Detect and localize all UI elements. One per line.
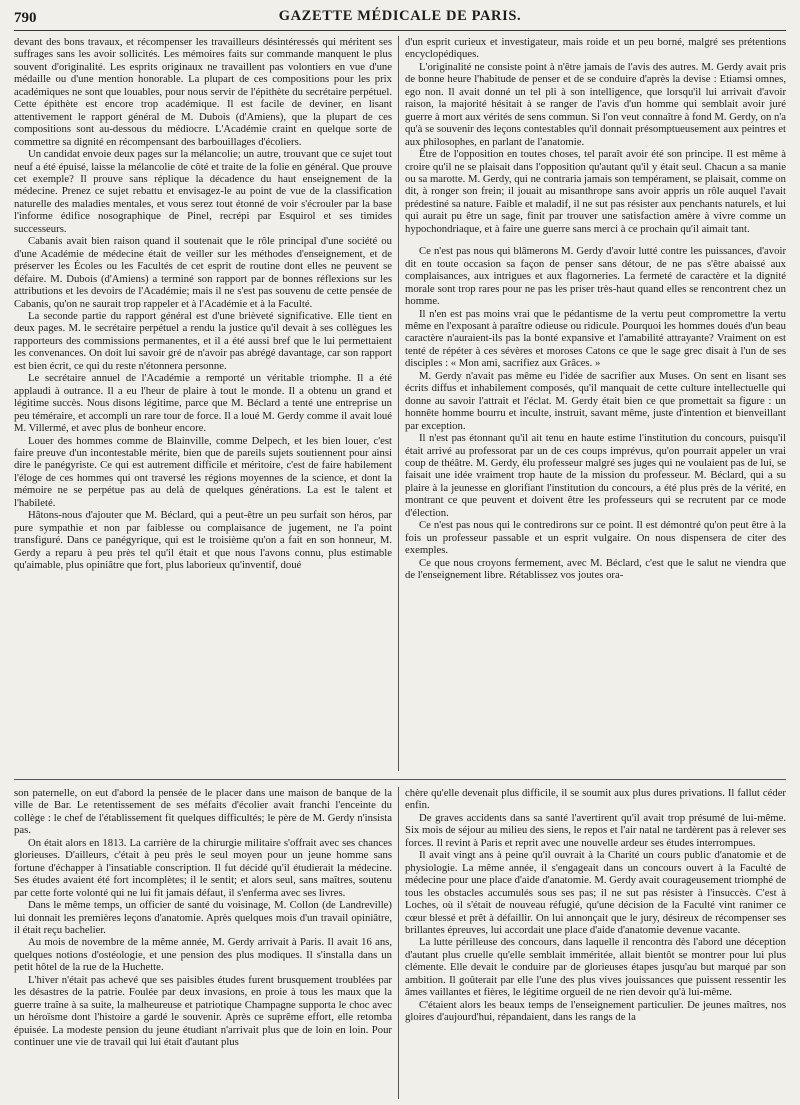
header-rule	[14, 30, 786, 31]
paragraph: Ce n'est pas nous qui le contredirons sur ce point. Il est démontré qu'on peut être à la fois un professeur passable et un esprit vulgaire. On nous dispensera de citer des exemples.	[405, 519, 786, 557]
paragraph: On était alors en 1813. La carrière de la chirurgie militaire s'offrait avec ses chances glorieuses. D'ailleurs, c'était à peu près le seul moyen pour un jeune homme sans fortune d'échapper à l'insatiable conscription. Il fut décidé qu'il étudierait la médecine. Ses études avaient été fort incomplètes; il le sentit; et alors seul, sans maîtres, soutenu par cette forte volonté qui ne lui fit jamais défaut, il s'enferma avec ses livres.	[14, 836, 392, 899]
column-top-right	[405, 36, 786, 771]
paragraph: Un candidat envoie deux pages sur la mélancolie; un autre, trouvant que ce sujet tout neuf a été épuisé, laisse la mélancolie de côté et traite de la folie en général. Que prouve cet exemple? Il prouve sans réplique la décadence du haut enseignement de la médecine. Prenez ce sujet rebattu et envisagez-le au point de vue de la classification naturelle des maladies mentales, et vous serez tout étonné de voir s'écrouler par la base l'informe édifice nosographique de Pinel, recrépi par Esquirol et ses timides successeurs.	[14, 148, 392, 235]
paragraph: C'étaient alors les beaux temps de l'enseignement particulier. De jeunes maîtres, nos gloires d'aujourd'hui, répandaient, dans les rangs de la	[405, 998, 786, 1024]
column-divider	[398, 36, 399, 771]
column-bottom-left	[14, 787, 392, 1099]
paragraph: Être de l'opposition en toutes choses, tel paraît avoir été son principe. Il est même à croire qu'il ne se plaisait dans l'opposition qu'autant qu'il y était seul. Chacun a sa manie ou sa marotte. M. Gerdy, qui ne contraria jamais son tempérament, se plaisait, comme on dit, à ronger son frein; il jouait au misanthrope sans avoir appris un rôle auquel l'avait prédestiné sa nature. Faible et maladif, il ne sut pas résister aux penchants naturels, et lui qui aurait pu être un sage, finit par trouver une satisfaction amère à vivre comme un hypochondriaque, et à faire une guerre sans merci à ce prochain qu'il aimait tant.	[405, 148, 786, 235]
paragraph: Dans le même temps, un officier de santé du voisinage, M. Collon (de Landreville) lui donnait les premières leçons d'anatomie. Après quelques mois d'un travail opiniâtre, il était reçu bachelier.	[14, 899, 392, 936]
paragraph: Au mois de novembre de la même année, M. Gerdy arrivait à Paris. Il avait 16 ans, quelques notions d'ostéologie, et une pension des plus modiques. Il s'installa dans un petit hôtel de la rue de la Huchette.	[14, 936, 392, 974]
paragraph: Ce que nous croyons fermement, avec M. Béclard, c'est que le salut ne viendra que de l'enseignement libre. Rétablissez vos joutes ora-	[405, 556, 786, 582]
paragraph: Ce n'est pas nous qui blâmerons M. Gerdy d'avoir lutté contre les puissances, d'avoir dit en toute occasion sa façon de penser sans détour, de ne pas s'être abaissé aux complaisances, aux intrigues et aux flagorneries. La fermeté de caractère et la dignité morale sont trop rares pour ne pas les priser très-haut quand elles se rencontrent chez un homme.	[405, 245, 786, 308]
paragraph: Il avait vingt ans à peine qu'il ouvrait à la Charité un cours public d'anatomie et de physiologie. La même année, il s'engageait dans un concours ouvert à la Faculté de médecine pour une place d'aide d'anatomie. M. Gerdy avait courageusement triomphé de tous les obstacles accumulés sous ses pas; il ne sut pas résister à l'insuccès. C'est à Loches, où il s'était de nouveau réfugié, qu'une décision de la Faculté vint ranimer ce cœur blessé et prêt à défaillir. On lui annonçait que le jury, désireux de récompenser ses brillantes épreuves, lui accordait une place d'aide d'anatomie devenue vacante.	[405, 849, 786, 936]
paragraph: chère qu'elle devenait plus difficile, il se soumit aux plus dures privations. Il fallut céder enfin.	[405, 787, 786, 812]
paragraph: L'originalité ne consiste point à n'être jamais de l'avis des autres. M. Gerdy avait pris de bonne heure l'habitude de penser et de se conduire d'après la devise : Etiamsi omnes, ego non. Il avait donné un tel pli à son intelligence, que lorsqu'il lui arrivait d'avoir raison, la majorité hésitait à se ranger de l'avis d'un homme qui semblait avoir juré guerre à mort aux vérités de sens commun. Si l'on veut connaître à fond M. Gerdy, on n'a qu'à se souvenir des leçons contestables qu'il donnait présomptueusement aux peintres et aux philosophes, en parlant de l'anatomie.	[405, 60, 786, 148]
section-divider	[14, 779, 786, 780]
paragraph: La lutte périlleuse des concours, dans laquelle il rencontra dès l'abord une déception d'autant plus cruelle qu'elle semblait imméritée, allait bientôt se montrer pour lui plus clémente. Elle devait le conduire par de glorieuses étapes jusqu'au but marqué par son ambition. Il goûterait par elle l'une des plus vives jouissances que puissent ressentir les âmes vaillantes et fières, le légitime orgueil de ne rien devoir qu'à lui-même.	[405, 936, 786, 999]
paragraph: Il n'est pas étonnant qu'il ait tenu en haute estime l'institution du concours, puisqu'il était arrivé au professorat par un de ces coups imprévus, qu'on pourrait appeler un vrai coup de théâtre. M. Gerdy, élu professeur malgré ses juges qui ne voulaient pas de lui, se faisait une idée vraiment trop haute de la mission du professeur. M. Béclard, qui a su plaire à la jeunesse en glorifiant l'institution du concours, a été plus près de la vérité, en montrant ce que peuvent et doivent être les professeurs qui se recrutent par ce mode d'élection.	[405, 432, 786, 519]
column-divider	[398, 787, 399, 1099]
page-number: 790	[14, 10, 37, 26]
paragraph: La seconde partie du rapport général est d'une brièveté significative. Elle tient en deux pages. M. le secrétaire perpétuel a rendu la justice qu'il devait à ses collègues les rapporteurs des commissions permanentes, et il a été aussi bref que le lui permettaient les convenances. On doit lui savoir gré de n'avoir pas abrégé davantage, car son rapport est bien écrit, ce qui du reste n'étonnera personne.	[14, 309, 392, 372]
column-bottom-right	[405, 787, 786, 1099]
column-top-left	[14, 36, 392, 771]
paragraph: M. Gerdy n'avait pas même eu l'idée de sacrifier aux Muses. On sent en lisant ses écrits diffus et inhabilement composés, qu'il manquait de cette culture intellectuelle qui donne au savoir l'attrait et l'éclat. M. Gerdy était bien ce que promettait sa figure : un honnête homme bourru et inculte, instruit, savant même, juste d'intention et bienveillant par exception.	[405, 369, 786, 432]
paragraph: Cabanis avait bien raison quand il soutenait que le rôle principal d'une société ou d'une Académie de médecine était de veiller sur les méthodes d'enseignement, et de préserver les Écoles ou les Facultés de cet esprit de routine dont elles ne peuvent se défaire. M. Dubois (d'Amiens) a terminé son rapport par de bonnes réflexions sur les attributions et les devoirs de l'Académie; mais il ne s'est pas souvenu de cette pensée de Cabanis, qu'on ne saurait trop rappeler et à l'Académie et à la Faculté.	[14, 235, 392, 310]
paragraph: devant des bons travaux, et récompenser les travailleurs désintéressés qui méritent ses suffrages sans les avoir sollicités. Les mémoires faits sur commande manquent le plus souvent d'originalité. Les esprits originaux ne travaillent pas volontiers en vue d'une médaille ou d'une mention honorable. La plupart de ces compositions pour les prix académiques ne sont que louables, pour nous servir de l'épithète du secrétaire perpétuel. Cette épithète est encore trop académique. Il est facile de deviner, en lisant attentivement le rapport général de M. Dubois (d'Amiens), que la plupart de ces compositions sont au-dessous du médiocre. L'Académie craint en quelque sorte de commettre sa dignité en récompensant des barbouillages d'écoliers.	[14, 36, 392, 148]
paragraph: Le secrétaire annuel de l'Académie a remporté un véritable triomphe. Il a été applaudi à outrance. Il a eu l'heur de plaire à tout le monde. Il a obtenu un grand et légitime succès. Nous disons légitime, parce que M. Béclard a tenté une entreprise un peu téméraire, et accompli un rare tour de force. Il a loué M. Gerdy comme il avait loué M. Villermé, et avec plus de bonheur encore.	[14, 372, 392, 435]
paragraph: De graves accidents dans sa santé l'avertirent qu'il avait trop présumé de lui-même. Six mois de séjour au milieu des siens, le repos et l'air natal ne tardèrent pas à relever ses forces. Il revint à Paris et reprit avec une nouvelle ardeur ses études interrompues.	[405, 811, 786, 849]
paragraph: Il n'en est pas moins vrai que le pédantisme de la vertu peut compromettre la vertu même en l'exposant à paraître odieuse ou ridicule. Pourquoi les hommes doués d'un beau caractère n'auraient-ils pas la bonté expansive et l'amabilité attrayante? Vraiment on est tenté de répéter à ces sévères et moroses Catons ce que le sage grec disait à l'un de ses disciples : « Mon ami, sacrifiez aux Grâces. »	[405, 307, 786, 370]
paragraph: d'un esprit curieux et investigateur, mais roide et un peu borné, malgré ses prétentions encyclopédiques.	[405, 36, 786, 61]
paragraph: Louer des hommes comme de Blainville, comme Delpech, et les bien louer, c'est faire preuve d'un incontestable mérite, bien que de pareils sujets soutiennent pour ainsi dire le panégyriste. Ce qui est autrement difficile et méritoire, c'est de faire habilement l'éloge de ces hommes qui ont traversé les régions moyennes de la science, et dont la mémoire ne se perpétue pas au delà de quelques générations. La est le talent et l'habileté.	[14, 434, 392, 509]
running-title: GAZETTE MÉDICALE DE PARIS.	[278, 8, 522, 24]
paragraph: Hâtons-nous d'ajouter que M. Béclard, qui a peut-être un peu surfait son héros, par pure sympathie et non par faiblesse ou complaisance de jugement, ne l'a point transfiguré. Dans ce panégyrique, qui est le troisième qu'on a fait en son honneur, M. Gerdy a reparu à peu près tel qu'il était et que nous l'avons connu, plus estimable qu'aimable, plus opiniâtre que fort, plus laborieux qu'inventif, doué	[14, 509, 392, 572]
paragraph: son paternelle, on eut d'abord la pensée de le placer dans une maison de banque de la ville de Bar. Le retentissement de ses méfaits d'écolier avait franchi l'enceinte du collège : le chef de l'établissement fit quelques difficultés; le père de M. Gerdy n'insista pas.	[14, 787, 392, 837]
paragraph: L'hiver n'était pas achevé que ses paisibles études furent brusquement troublées par les désastres de la patrie. Foulée par deux invasions, en proie à tous les maux que la guerre traîne à sa suite, la malheureuse et patriotique Champagne supporta le choc avec un héroïsme dont l'histoire a gardé le souvenir. Après ce suprême effort, elle retomba épuisée. La modeste pension du jeune étudiant n'arrivait plus que de loin en loin. Pour continuer une vie de travail qui lui était d'autant plus	[14, 973, 392, 1049]
